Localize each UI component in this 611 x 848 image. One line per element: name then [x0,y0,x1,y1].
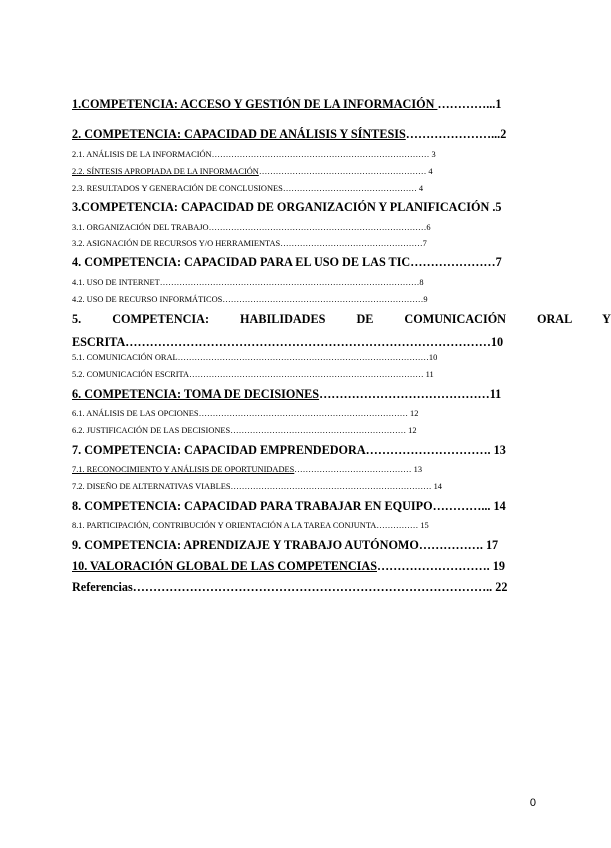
toc-entry-title: 3.COMPETENCIA: CAPACIDAD DE ORGANIZACIÓN Y PLANIFICACIÓN [72,200,493,214]
toc-page-number: 8 [419,278,424,287]
toc-entry-title: 7. COMPETENCIA: CAPACIDAD EMPRENDEDORA [72,443,366,457]
toc-entry-title: 10. VALORACIÓN GLOBAL DE LAS COMPETENCIAS [72,559,377,573]
toc-entry-2[interactable] [72,126,507,142]
toc-page-number: 2 [500,127,507,141]
toc-page-number: 14 [490,499,506,513]
toc-entry-title: 5.2. COMUNICACIÓN ESCRITA [72,370,190,379]
toc-leader: ………………………………………………………………………………… [159,278,420,287]
toc-entry-title: 4. COMPETENCIA: CAPACIDAD PARA EL USO DE LAS TIC [72,255,411,269]
toc-entry-title: 4.2. USO DE RECURSO INFORMÁTICOS [72,295,223,304]
toc-entry-title: 5.1. COMUNICACIÓN ORAL [72,353,178,362]
toc-leader: …………………………………………………………………… [208,223,427,232]
toc-entry-4-1[interactable] [72,277,500,289]
toc-entry-3-1[interactable] [72,222,500,234]
toc-leader: …………... [437,97,496,111]
toc-entry-8-1[interactable] [72,520,500,532]
toc-page-number: 11 [489,387,502,401]
toc-page-number: 7 [495,255,502,269]
toc-entry-4-2[interactable] [72,294,500,306]
toc-page-number: . 19 [486,559,505,573]
toc-leader: …………………... [405,127,501,141]
toc-leader: ……………………… [376,559,487,573]
toc-leader: ……………………………………………………… [230,426,407,435]
toc-entry-6-2[interactable] [72,425,500,437]
toc-entry-10[interactable] [72,558,505,574]
toc-page-number: 3 [429,150,436,159]
toc-entry-title: 6.1. ANÁLISIS DE LAS OPCIONES [72,409,199,418]
toc-entry-2-1[interactable] [72,149,500,161]
toc-page-number: 17 [482,538,499,552]
toc-leader: ………………………………………… [282,184,417,193]
toc-entry-title: 9. COMPETENCIA: APRENDIZAJE Y TRABAJO AUTÓNOMO [72,538,419,552]
toc-page-number: 4 [416,184,424,193]
toc-entry-4[interactable] [72,254,500,270]
toc-entry-2-3[interactable] [72,183,500,195]
toc-page-number: 14 [431,482,442,491]
toc-entry-references[interactable] [72,579,508,595]
toc-entry-7-1[interactable] [72,464,500,476]
toc-leader: …………………………………………………… [258,167,427,176]
toc-page-number: 15 [418,521,429,530]
toc-leader: …………………………………………………………………… [211,150,430,159]
toc-page-number: 10 [428,353,438,362]
toc-entry-title: 2.1. ANÁLISIS DE LA INFORMACIÓN [72,150,212,159]
toc-entry-5-2[interactable] [72,369,500,381]
toc-page-number: 11 [423,370,434,379]
page-number: 0 [529,797,536,809]
toc-page-number: 4 [426,167,433,176]
toc-entry-title: 2.2. SÍNTESIS APROPIADA DE LA INFORMACIÓN [72,167,259,176]
toc-entry-2-2[interactable] [72,166,500,178]
toc-entry-6[interactable] [72,386,500,402]
toc-leader: …………… [376,521,419,530]
toc-entry-title: 4.1. USO DE INTERNET [72,278,160,287]
toc-entry-title: ESCRITA [72,335,126,349]
toc-page-number: 13 [411,465,423,474]
toc-page-number: 12 [407,409,419,418]
toc-entry-9[interactable] [72,537,500,553]
toc-entry-title: 5. COMPETENCIA: HABILIDADES DE COMUNICACIÓN ORAL Y [72,312,611,326]
toc-entry-title: 2. COMPETENCIA: CAPACIDAD DE ANÁLISIS Y SÍNTESIS [72,127,406,141]
toc-page-number: 6 [426,223,431,232]
toc-entry-3[interactable] [72,199,500,215]
toc-entry-5-cont[interactable] [72,334,504,350]
toc-entry-1[interactable] [72,96,500,112]
toc-entry-title: 2.3. RESULTADOS Y GENERACIÓN DE CONCLUSIONES [72,184,283,193]
toc-leader: ………………………… [365,443,488,457]
toc-leader: ……………………………………………………………… [222,295,424,304]
toc-entry-title: 6.2. JUSTIFICACIÓN DE LAS DECISIONES [72,426,231,435]
toc-leader: ………………………………………………………………………… [189,370,424,379]
toc-entry-title: 3.1. ORGANIZACIÓN DEL TRABAJO [72,223,209,232]
toc-entry-7-2[interactable] [72,481,500,493]
toc-leader: ………………………………………………………………… [198,409,408,418]
toc-leader: …………………………………………………………………………….. [132,580,493,594]
toc-entry-title: 6. COMPETENCIA: TOMA DE DECISIONES [72,387,320,401]
toc-leader: …………... [432,499,491,513]
toc-page-number: 1 [495,97,502,111]
toc-entry-title: Referencias [72,580,133,594]
toc-page-number: 10 [490,335,504,349]
toc-leader: ……………………………………………………………………………… [177,353,429,362]
toc-page-number: . 13 [487,443,506,457]
toc-leader: ……………………………………………………………………………… [125,335,491,349]
toc-page-number: 9 [423,295,428,304]
toc-page-number: .5 [492,200,502,214]
toc-entry-title: 3.2. ASIGNACIÓN DE RECURSOS Y/O HERRAMIENTAS [72,239,281,248]
toc-leader: ……………………………………………………………… [230,482,432,491]
toc-leader: ……………. [418,538,483,552]
toc-leader: …………………………………… [294,465,412,474]
toc-leader: ………………… [410,255,496,269]
toc-entry-title: 8. COMPETENCIA: CAPACIDAD PARA TRABAJAR EN EQUIPO [72,499,433,513]
toc-entry-3-2[interactable] [72,238,500,250]
toc-entry-title: 1.COMPETENCIA: ACCESO Y GESTIÓN DE LA INFORMACIÓN [72,97,438,111]
toc-entry-title: 7.1. RECONOCIMIENTO Y ANÁLISIS DE OPORTUNIDADES [72,465,295,474]
toc-entry-8[interactable] [72,498,506,514]
toc-page-number: 12 [406,426,417,435]
toc-entry-7[interactable] [72,442,506,458]
toc-entry-title: 7.2. DISEÑO DE ALTERNATIVAS VIABLES [72,482,231,491]
toc-leader: …………………………………………… [280,239,423,248]
toc-leader: …………………………………… [319,387,490,401]
toc-entry-title: 8.1. PARTICIPACIÓN, CONTRIBUCIÓN Y ORIENTACIÓN A LA TAREA CONJUNTA [72,521,377,530]
toc-page-number: 7 [422,239,427,248]
toc-entry-5-1[interactable] [72,352,500,364]
toc-entry-6-1[interactable] [72,408,500,420]
toc-entry-5[interactable] [72,311,611,327]
toc-page-number: 22 [492,580,508,594]
